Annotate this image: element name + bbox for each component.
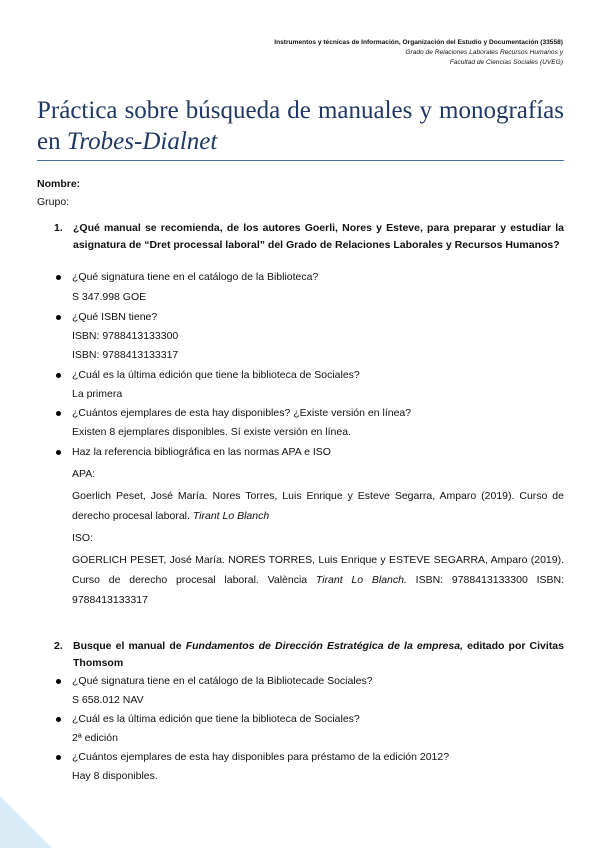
bullet-icon [56,717,61,722]
title-emphasis: Trobes-Dialnet [66,128,218,155]
list-item [56,711,360,728]
bullet-icon [56,373,61,378]
iso-reference [72,550,564,610]
faculty-name: Facultad de Ciencias Sociales (UVEG) [449,59,563,66]
bullet-text: ¿Qué signatura tiene en el catálogo de la Bibliotecade Sociales? [72,675,373,687]
bullet-icon [56,275,61,280]
question-2 [54,638,564,672]
bullet-icon [56,315,61,320]
list-item [56,749,449,766]
bullet-text: ¿Cuántos ejemplares de esta hay disponibles? ¿Existe versión en línea? [72,407,412,419]
question-number: 1. [54,222,63,234]
answer-text: ISBN: 9788413133317 [72,349,179,361]
grupo-label: Grupo: [37,196,70,208]
list-item [56,405,411,422]
answer-text: ISBN: 9788413133300 [72,330,179,342]
answer-text: Hay 8 disponibles. [72,770,158,782]
course-title: Instrumentos y técnicas de Información, Organización del Estudio y Documentación (33558) [274,39,563,46]
bullet-icon [56,679,61,684]
answer-text: 2ª edición [72,732,118,744]
question-text-part: editado por Civitas Thomsom [73,640,564,669]
answer-text: Existen 8 ejemplares disponibles. Sí existe versión en línea. [72,426,351,438]
question-text-part: Busque el manual de [73,640,186,652]
answer-text: La primera [72,388,123,400]
iso-label: ISO: [72,532,94,544]
bullet-text: ¿Cuál es la última edición que tiene la biblioteca de Sociales? [72,713,360,725]
bullet-icon [56,755,61,760]
question-text: ¿Qué manual se recomienda, de los autores Goerli, Nores y Esteve, para preparar y estudiar la asignatura de “Dret processal laboral” del Grado de Relaciones Laborales y Recursos Humanos? [73,222,564,251]
corner-decoration [0,796,52,848]
iso-publisher: Tirant Lo Blanch. [315,574,407,586]
list-item [56,367,360,384]
title-main: Práctica sobre búsqueda de manuales y monografías en [37,97,564,155]
question-number: 2. [54,640,63,652]
nombre-label: Nombre: [37,178,81,190]
iso-reference-text: GOERLICH PESET, José María. NORES TORRES, Luis Enrique y ESTEVE SEGARRA, Amparo (2019). Curso de derecho procesal laboral. València [72,554,564,586]
bullet-text: ¿Cuál es la última edición que tiene la biblioteca de Sociales? [72,369,360,381]
apa-reference-text: Goerlich Peset, José María. Nores Torres, Luis Enrique y Esteve Segarra, Amparo (2019). Curso de derecho procesal laboral. [72,490,564,522]
document-header [274,38,563,68]
bullet-text: ¿Cuántos ejemplares de esta hay disponibles para préstamo de la edición 2012? [72,751,450,763]
degree-name: Grado de Relaciones Laborales Recursos Humanos y [405,49,563,56]
answer-text: S 347.998 GOE [72,291,147,303]
list-item [56,444,331,461]
answer-text: S 658.012 NAV [72,694,144,706]
bullet-text: ¿Qué signatura tiene en el catálogo de la Biblioteca? [72,271,319,283]
bullet-icon [56,411,61,416]
title-divider [37,160,564,161]
apa-label: APA: [72,468,96,480]
book-title: Fundamentos de Dirección Estratégica de la empresa, [185,640,463,652]
iso-isbn: ISBN: 9788413133300 ISBN: 9788413133317 [72,574,564,606]
bullet-icon [56,450,61,455]
question-text [73,638,564,672]
apa-reference [72,486,564,526]
bullet-text: ¿Qué ISBN tiene? [72,311,158,323]
page-title [37,95,564,157]
list-item [56,269,318,286]
bullet-text: Haz la referencia bibliográfica en las normas APA e ISO [72,446,331,458]
apa-publisher: Tirant Lo Blanch [192,510,270,522]
list-item [56,309,157,326]
list-item [56,673,373,690]
question-1 [54,220,564,254]
